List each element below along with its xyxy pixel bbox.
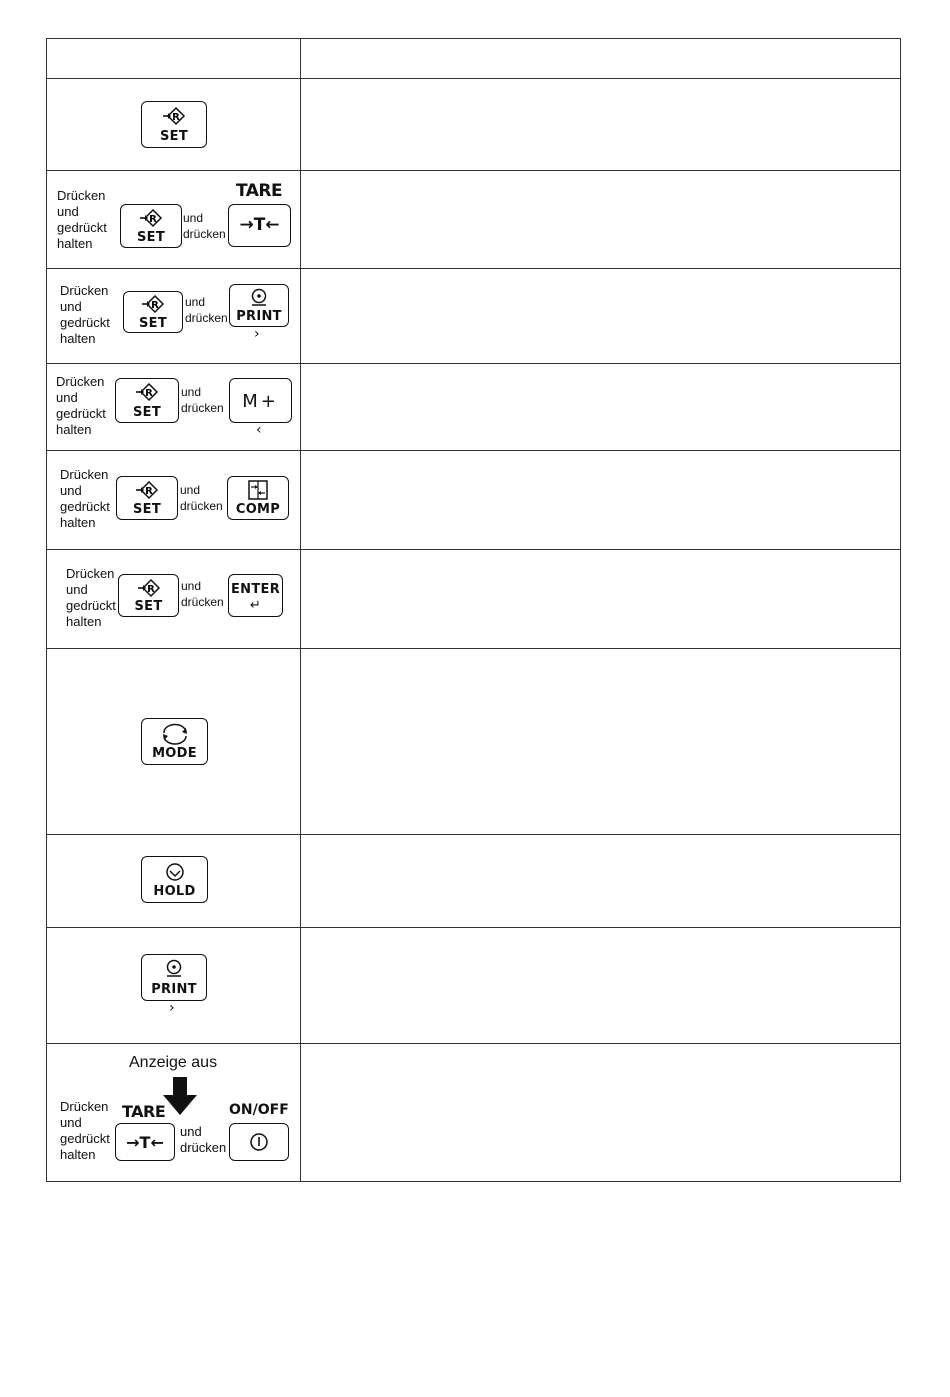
set-r-icon <box>135 382 159 402</box>
enter-arrow-icon: ↵ <box>249 598 262 613</box>
table-row <box>47 1044 901 1182</box>
down-arrow-icon <box>163 1077 197 1115</box>
table-row <box>47 171 901 269</box>
power-icon <box>249 1132 269 1152</box>
und-druecken-text: und drücken <box>180 1124 227 1155</box>
set-r-icon <box>139 208 163 228</box>
print-key-label: PRINT <box>236 309 282 324</box>
description-cell <box>301 364 901 451</box>
tare-label: TARE <box>236 181 283 201</box>
table-row <box>47 835 901 928</box>
description-cell <box>301 79 901 171</box>
set-key-label: SET <box>138 316 167 331</box>
header-key-cell <box>47 39 301 79</box>
und-druecken-text: und drücken <box>181 385 224 415</box>
print-icon <box>249 288 269 308</box>
set-key[interactable] <box>115 378 179 423</box>
und-druecken-text: und drücken <box>180 483 223 513</box>
description-cell <box>301 550 901 649</box>
chevron-left-icon: ‹ <box>256 422 262 438</box>
set-key[interactable] <box>118 574 179 617</box>
instruction-text: Drücken und gedrückt halten <box>56 374 106 437</box>
anzeige-aus-caption: Anzeige aus <box>129 1054 218 1071</box>
description-cell <box>301 451 901 550</box>
description-cell <box>301 171 901 269</box>
description-cell <box>301 928 901 1044</box>
tare-key[interactable] <box>228 204 291 247</box>
set-r-icon <box>137 578 161 598</box>
header-function-cell <box>301 39 901 79</box>
set-key[interactable] <box>141 101 207 148</box>
svg-text:R: R <box>145 388 153 399</box>
hold-key[interactable] <box>141 856 208 903</box>
hold-icon <box>165 862 185 882</box>
onoff-label: ON/OFF <box>229 1102 289 1118</box>
table-row <box>47 364 901 451</box>
mplus-key-label: M+ <box>242 391 279 412</box>
svg-text:R: R <box>146 584 155 595</box>
tare-arrows-icon: →T← <box>239 215 280 235</box>
set-key[interactable] <box>116 476 178 520</box>
set-key-label: SET <box>159 129 188 144</box>
description-cell <box>301 649 901 835</box>
svg-text:R: R <box>145 486 153 497</box>
enter-key-label: ENTER <box>230 582 281 597</box>
svg-text:R: R <box>151 300 159 311</box>
comp-key-label: COMP <box>235 502 281 517</box>
svg-text:R: R <box>172 112 180 123</box>
und-druecken-text: und drücken <box>183 211 226 241</box>
table-row <box>47 649 901 835</box>
print-key[interactable] <box>229 284 289 327</box>
description-cell <box>301 1044 901 1182</box>
print-key[interactable] <box>141 954 207 1001</box>
table-row <box>47 550 901 649</box>
print-key-label: PRINT <box>151 982 197 997</box>
description-cell <box>301 269 901 364</box>
table-row <box>47 79 901 171</box>
set-r-icon <box>162 106 186 126</box>
set-r-icon <box>135 480 159 500</box>
onoff-key[interactable] <box>229 1123 289 1161</box>
instruction-text: Drücken und gedrückt halten <box>60 467 110 530</box>
instruction-text: Drücken und gedrückt halten <box>57 188 107 251</box>
comp-icon <box>247 480 269 500</box>
table-row <box>47 451 901 550</box>
chevron-right-icon: › <box>169 1000 175 1016</box>
enter-key[interactable] <box>228 574 283 617</box>
hold-key-label: HOLD <box>153 884 196 899</box>
set-r-icon <box>141 294 165 314</box>
tare-arrows-icon: →T← <box>126 1133 164 1152</box>
mode-cycle-icon <box>160 723 190 745</box>
svg-text:R: R <box>149 214 157 225</box>
instruction-text: Drücken und gedrückt halten <box>60 283 110 346</box>
mode-key[interactable] <box>141 718 208 765</box>
table-row <box>47 269 901 364</box>
description-cell <box>301 835 901 928</box>
chevron-right-icon: › <box>254 326 260 342</box>
print-icon <box>164 959 184 979</box>
set-key-label: SET <box>136 230 165 245</box>
set-key[interactable] <box>123 291 183 333</box>
tare-label: TARE <box>122 1102 166 1121</box>
und-druecken-text: und drücken <box>181 579 224 609</box>
comp-key[interactable] <box>227 476 289 520</box>
tare-key[interactable] <box>115 1123 175 1161</box>
key-function-table <box>46 38 901 1182</box>
table-row <box>47 928 901 1044</box>
mplus-key[interactable] <box>229 378 292 423</box>
set-key[interactable] <box>120 204 182 248</box>
und-druecken-text: und drücken <box>185 295 228 325</box>
instruction-text: Drücken und gedrückt halten <box>60 1099 110 1162</box>
set-key-label: SET <box>132 405 161 420</box>
set-key-label: SET <box>132 502 161 517</box>
set-key-label: SET <box>134 599 163 614</box>
mode-key-label: MODE <box>152 746 197 761</box>
table-header-row <box>47 39 901 79</box>
instruction-text: Drücken und gedrückt halten <box>66 566 116 629</box>
